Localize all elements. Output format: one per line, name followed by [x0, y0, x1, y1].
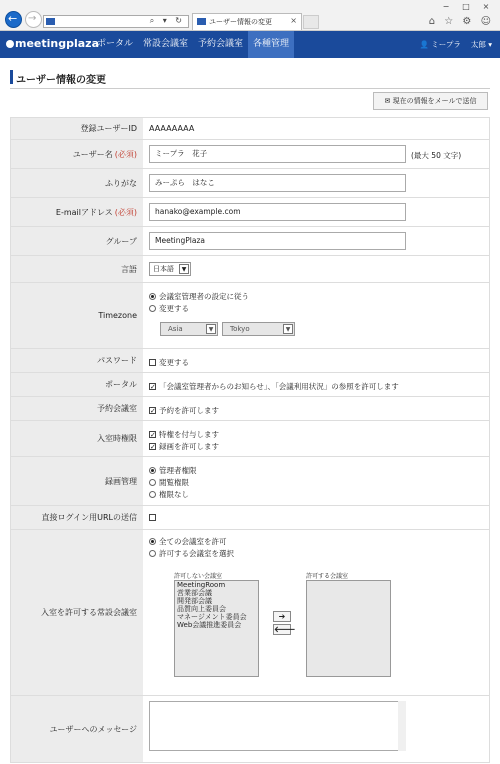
textarea-scrollbar[interactable]	[398, 701, 406, 751]
browser-chrome	[0, 0, 500, 31]
allowed-rooms-caption: 許可する会議室	[306, 573, 349, 580]
portal-permission-checkbox[interactable]: ✓ 「会議室管理者からのお知らせ」、「会議利用状況」の参照を許可します	[150, 382, 399, 391]
list-item[interactable]: 開発部会議	[177, 597, 212, 605]
close-window-button[interactable]: ×	[482, 2, 490, 11]
remove-room-arrow-button[interactable]: 🡐	[274, 625, 296, 634]
timezone-region-select[interactable]: Asia ▼	[160, 322, 218, 336]
menu-permanent-rooms[interactable]: 常設会議室	[143, 39, 189, 49]
password-label: パスワード	[11, 349, 143, 372]
radio-unselected	[149, 305, 156, 312]
row-allowed-rooms	[11, 530, 489, 696]
email-input[interactable]: hanako@example.com	[149, 203, 406, 221]
portal-label: ポータル	[11, 373, 143, 396]
chevron-down-icon: ▼	[283, 324, 293, 334]
user-name: ミープラ	[431, 40, 461, 49]
direct-login-checkbox[interactable]	[149, 514, 159, 521]
list-item[interactable]: マネージメント委員会	[177, 613, 247, 621]
row-message	[11, 696, 489, 762]
list-item[interactable]: 品質向上委員会	[177, 605, 226, 613]
user-name-input[interactable]: ミープラ 花子	[149, 145, 406, 163]
timezone-follow-radio[interactable]: 会議室管理者の設定に従う	[149, 291, 249, 302]
address-bar-icons[interactable]: ⌕ ▾ ↻	[149, 16, 185, 25]
allowed-rooms-list[interactable]	[306, 580, 391, 677]
recording-none-radio[interactable]: 権限なし	[149, 489, 189, 500]
radio-unselected	[149, 479, 156, 486]
add-room-arrow-button[interactable]: ➔	[273, 611, 291, 622]
user-name-hint: (最大 50 文字)	[411, 151, 462, 160]
row-portal	[11, 373, 489, 397]
row-user-name	[11, 140, 489, 169]
menu-portal[interactable]: ポータル	[97, 39, 134, 49]
checkbox-checked: ✓	[150, 431, 156, 439]
meetingplaza-logo[interactable]	[6, 37, 99, 50]
denied-rooms-list[interactable]	[174, 580, 259, 677]
logo-mark-icon	[6, 40, 14, 48]
title-accent-bar	[10, 70, 13, 84]
reserved-room-label: 予約会議室	[11, 397, 143, 420]
radio-selected	[149, 293, 156, 300]
timezone-label: Timezone	[11, 283, 143, 348]
checkbox-checked: ✓	[150, 407, 156, 415]
browser-toolbar-icons[interactable]: ⌂ ☆ ⚙ ☺	[428, 16, 494, 27]
row-reserved-room	[11, 397, 489, 421]
row-timezone	[11, 283, 489, 349]
browser-tab[interactable]	[192, 13, 302, 30]
radio-selected	[149, 538, 156, 545]
checkbox-checked: ✓	[150, 383, 156, 391]
radio-unselected	[149, 550, 156, 557]
checkbox-unchecked	[149, 359, 156, 366]
radio-selected	[149, 467, 156, 474]
window-controls	[436, 1, 496, 13]
privilege-checkbox[interactable]: ✓ 特権を付与します	[150, 430, 219, 439]
entry-permission-label: 入室時権限	[11, 421, 143, 456]
recording-label: 録画管理	[11, 457, 143, 505]
message-label: ユーザーへのメッセージ	[11, 696, 143, 762]
allowed-rooms-label: 入室を許可する常設会議室	[11, 530, 143, 695]
menu-reserved-rooms[interactable]: 予約会議室	[198, 39, 244, 49]
email-label: E-mailアドレス (必須)	[11, 198, 143, 226]
all-rooms-radio[interactable]: 全ての会議室を許可	[149, 536, 227, 547]
row-group	[11, 227, 489, 256]
user-name-label: ユーザー名 (必須)	[11, 140, 143, 168]
logo-text: meetingplaza	[15, 37, 100, 50]
denied-rooms-caption: 許可しない会議室	[174, 573, 223, 580]
user-id-label: 登録ユーザーID	[11, 118, 143, 139]
tab-close-icon[interactable]: ×	[290, 16, 297, 25]
timezone-city-select[interactable]: Tokyo ▼	[222, 322, 295, 336]
tab-favicon-icon	[197, 18, 206, 25]
forward-arrow-icon[interactable]	[25, 11, 42, 28]
row-user-id	[11, 118, 489, 140]
row-password	[11, 349, 489, 373]
site-favicon-icon	[46, 18, 55, 25]
address-bar[interactable]	[43, 15, 189, 28]
app-header	[0, 31, 500, 58]
group-label: グループ	[11, 227, 143, 255]
checkbox-unchecked	[149, 514, 156, 521]
menu-management[interactable]: 各種管理	[248, 31, 294, 58]
checkbox-checked: ✓	[150, 443, 156, 451]
recording-admin-radio[interactable]: 管理者権限	[149, 465, 197, 476]
user-menu[interactable]	[410, 31, 492, 58]
new-tab-button[interactable]	[303, 15, 319, 29]
minimize-button[interactable]: −	[442, 2, 450, 11]
direct-login-label: 直接ログイン用URLの送信	[11, 506, 143, 529]
language-label: 言語	[11, 256, 143, 282]
group-input[interactable]: MeetingPlaza	[149, 232, 406, 250]
tab-title: ユーザー情報の変更	[209, 18, 272, 26]
chevron-down-icon: ▼	[206, 324, 216, 334]
back-arrow-icon[interactable]	[5, 11, 22, 28]
page-title: ユーザー情報の変更	[16, 75, 106, 86]
row-furigana	[11, 169, 489, 198]
user-id-value: AAAAAAAA	[149, 124, 195, 133]
list-item[interactable]: Web会議推進委員会	[177, 621, 242, 629]
radio-unselected	[149, 491, 156, 498]
list-item[interactable]: MeetingRoom	[177, 581, 226, 589]
row-direct-login	[11, 506, 489, 530]
user-edit-form	[10, 117, 490, 763]
timezone-change-radio[interactable]: 変更する	[149, 303, 189, 314]
title-divider	[10, 88, 490, 89]
recording-permission-checkbox[interactable]: ✓ 録画を許可します	[150, 442, 219, 451]
reservation-permission-checkbox[interactable]: ✓ 予約を許可します	[150, 406, 219, 415]
furigana-input[interactable]: みーぷら はなこ	[149, 174, 406, 192]
main-menu	[92, 31, 294, 58]
chevron-down-icon: ▼	[179, 264, 189, 274]
row-entry-permission	[11, 421, 489, 457]
row-email	[11, 198, 489, 227]
user-icon: 👤	[419, 40, 430, 49]
recording-view-radio[interactable]: 閲覧権限	[149, 477, 189, 488]
row-language	[11, 256, 489, 283]
password-change-checkbox[interactable]: 変更する	[149, 357, 189, 368]
maximize-button[interactable]: □	[462, 2, 470, 11]
message-textarea[interactable]	[149, 701, 406, 751]
language-select[interactable]: 日本語 ▼	[149, 262, 191, 276]
list-item[interactable]: 営業部会議	[177, 589, 212, 597]
select-rooms-radio[interactable]: 許可する会議室を選択	[149, 548, 234, 559]
row-recording	[11, 457, 489, 506]
furigana-label: ふりがな	[11, 169, 143, 197]
user-menu-toggle[interactable]: 太郎 ▾	[470, 40, 492, 49]
send-info-email-button[interactable]: ✉ 現在の情報をメールで送信	[373, 92, 488, 110]
